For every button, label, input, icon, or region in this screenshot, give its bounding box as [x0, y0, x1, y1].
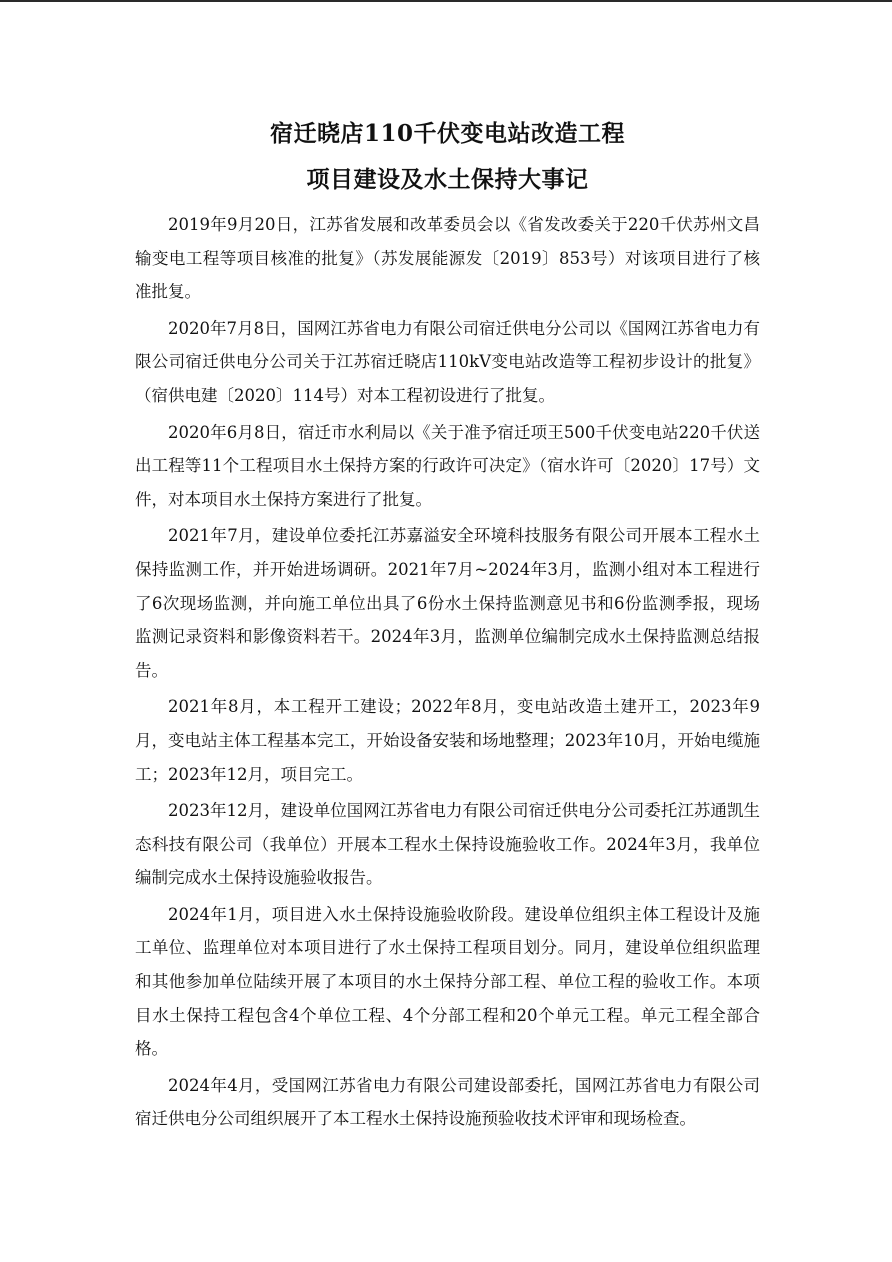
- document-subtitle: 项目建设及水土保持大事记: [306, 166, 589, 193]
- event-paragraph-7: 2024年1月，项目进入水土保持设施验收阶段。建设单位组织主体工程设计及施工单位、监理单位对本项目进行了水土保持工程项目划分。同月，建设单位组织监理和其他参加单位陆续开展了本项目的水土保持分部工程、单位工程的验收工作。本项目水土保持工程包含4个单位工程、4个分部工程和20个单元工程。单元工程全部合格。: [135, 904, 760, 1059]
- document-page: [135, 112, 760, 1139]
- document-title: 宿迁晓店110千伏变电站改造工程: [269, 120, 625, 147]
- event-paragraph-6: 2023年12月，建设单位国网江苏省电力有限公司宿迁供电分公司委托江苏通凯生态科技有限公司（我单位）开展本工程水土保持设施验收工作。2024年3月，我单位编制完成水土保持设施验收报告。: [135, 801, 760, 888]
- event-paragraph-8: 2024年4月，受国网江苏省电力有限公司建设部委托，国网江苏省电力有限公司宿迁供电分公司组织展开了本工程水土保持设施预验收技术评审和现场检查。: [135, 1075, 760, 1129]
- event-paragraph-5: 2021年8月，本工程开工建设；2022年8月，变电站改造土建开工，2023年9月，变电站主体工程基本完工，开始设备安装和场地整理；2023年10月，开始电缆施工；2023年12月，项目完工。: [135, 697, 760, 784]
- page-top-border: [0, 0, 892, 2]
- event-paragraph-2: 2020年7月8日，国网江苏省电力有限公司宿迁供电分公司以《国网江苏省电力有限公司宿迁供电分公司关于江苏宿迁晓店110kV变电站改造等工程初步设计的批复》（宿供电建〔2020〕114号）对本工程初设进行了批复。: [135, 318, 760, 405]
- event-paragraph-1: 2019年9月20日，江苏省发展和改革委员会以《省发改委关于220千伏苏州文昌输变电工程等项目核准的批复》（苏发展能源发〔2019〕853号）对该项目进行了核准批复。: [135, 215, 760, 302]
- event-paragraph-3: 2020年6月8日，宿迁市水利局以《关于准予宿迁项王500千伏变电站220千伏送出工程等11个工程项目水土保持方案的行政许可决定》（宿水许可〔2020〕17号）文件，对本项目水土保持方案进行了批复。: [135, 422, 760, 509]
- event-paragraph-4: 2021年7月，建设单位委托江苏嘉溢安全环境科技服务有限公司开展本工程水土保持监测工作，并开始进场调研。2021年7月~2024年3月，监测小组对本工程进行了6次现场监测，并向施工单位出具了6份水土保持监测意见书和6份监测季报，现场监测记录资料和影像资料若干。2024年3月，监测单位编制完成水土保持监测总结报告。: [135, 526, 760, 680]
- document-body: [135, 208, 760, 1136]
